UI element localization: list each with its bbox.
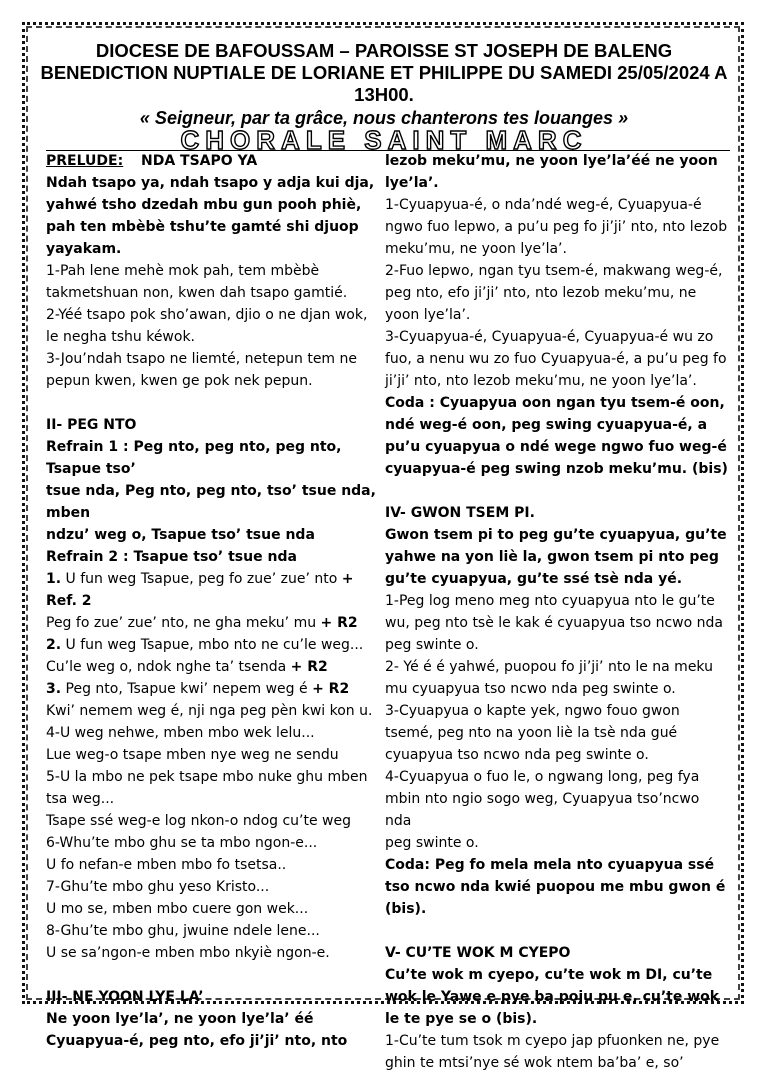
ne-verse-line: ngwo fuo lepwo, a pu’u peg fo ji’ji’ nto, nto lezob (385, 219, 728, 235)
peg-refrain-line: ndzu’ weg o, Tsapue tso’ tsue nda (46, 527, 315, 543)
ne-verse-line: 2-Fuo lepwo, ngan tyu tsem-é, makwang weg-é, (385, 263, 723, 279)
gwon-refrain-line: gu’te cyuapyua, gu’te ssé tsè nda yé. (385, 571, 683, 587)
gwon-verse-line: 2- Yé é é yahwé, puopou fo ji’ji’ nto le na meku (385, 659, 713, 675)
header-line-1: DIOCESE DE BAFOUSSAM – PAROISSE ST JOSEPH DE BALENG (95, 40, 673, 61)
cute-refrain-line: le te pye se o (bis). (385, 1011, 538, 1027)
verse-text: Peg nto, Tsapue kwi’ nepem weg é (61, 681, 313, 697)
peg-line: 6-Whu’te mbo ghu se ta mbo ngon-e... (46, 835, 318, 851)
prelude-refrain-line: yayakam. (46, 241, 122, 257)
verse-text: Peg fo zue’ zue’ nto, ne gha meku’ mu (46, 615, 321, 631)
gwon-verse-line: 1-Peg log meno meg nto cyuapyua nto le gu’te (385, 593, 715, 609)
prelude-label: PRELUDE: (46, 153, 124, 169)
prelude-refrain-line: pah ten mbèbè tshu’te gamté shi djuop (46, 219, 359, 235)
gwon-verse-line: 3-Cyuapyua o kapte yek, ngwo fouo gwon (385, 703, 680, 719)
refrain-tag: + R2 (290, 659, 328, 675)
peg-refrain-line: mben (46, 505, 91, 521)
verse-text: U fun weg Tsapue, mbo nto ne cu’le weg... (61, 637, 364, 653)
prelude-verse-line: takmetshuan non, kwen dah tsapo gamtié. (46, 285, 348, 301)
ne-verse-line: yoon lye’la’. (385, 307, 471, 323)
gwon-verse-line: 4-Cyuapyua o fuo le, o ngwang long, peg fya (385, 769, 700, 785)
section-title-peg-nto: II- PEG NTO (46, 417, 137, 433)
prelude-verse-line: 3-Jou’ndah tsapo ne liemté, netepun tem ne (46, 351, 358, 367)
prelude-refrain-line: yahwé tsho dzedah mbu gun pooh phiè, (46, 197, 362, 213)
gwon-refrain-line: yahwe na yon liè la, gwon tsem pi nto peg (385, 549, 719, 565)
cute-verse-line: 1-Cu’te tum tsok m cyepo jap pfuonken ne, pye (385, 1033, 720, 1049)
verse-text: U fun weg Tsapue, peg fo zue’ zue’ nto (61, 571, 342, 587)
gwon-verse-line: cyuapyua tso ncwo nda peg swinte o. (385, 747, 649, 763)
peg-refrain-line: tsue nda, Peg nto, peg nto, tso’ tsue nda, (46, 483, 376, 499)
prelude-verse-line: 2-Yéé tsapo pok sho’awan, djio o ne djan wok, (46, 307, 368, 323)
refrain-tag: + R2 (312, 681, 350, 697)
peg-line: U fo nefan-e mben mbo fo tsetsa.. (46, 857, 287, 873)
refrain-ref: Ref. 2 (46, 593, 92, 609)
prelude-verse-line: le negha tshu kéwok. (46, 329, 196, 345)
prelude-verse-line: pepun kwen, kwen ge pok nek pepun. (46, 373, 313, 389)
section-title-gwon-tsem: IV- GWON TSEM PI. (385, 505, 535, 521)
peg-line: 8-Ghu’te mbo ghu, jwuine ndele lene... (46, 923, 320, 939)
gwon-coda-line: tso ncwo nda kwié puopou me mbu gwon é (385, 879, 726, 895)
refrain-tag: + R2 (320, 615, 358, 631)
peg-refrain-2: Refrain 2 : Tsapue tso’ tsue nda (46, 549, 297, 565)
cute-refrain-line: Cu’te wok m cyepo, cu’te wok m DI, cu’te (385, 967, 713, 983)
ne-verse-line: 1-Cyuapyua-é, o nda’ndé weg-é, Cyuapyua-é (385, 197, 702, 213)
ne-verse-line: meku’mu, ne yoon lye’la’. (385, 241, 567, 257)
peg-line: Tsape ssé weg-e log nkon-o ndog cu’te weg (46, 813, 351, 829)
peg-line: U se sa’ngon-e mben mbo nkyiè ngon-e. (46, 945, 330, 961)
gwon-coda-line: Coda: Peg fo mela mela nto cyuapyua ssé (385, 857, 715, 873)
peg-refrain-line: Tsapue tso’ (46, 461, 136, 477)
gwon-verse-line: mbin nto ngio sogo weg, Cyuapyua tso’ncwo nda (385, 791, 700, 829)
cute-refrain-line: wok le Yawe e pye ba poju pu e, cu’te wok (385, 989, 720, 1005)
ne-refrain-line: lezob meku’mu, ne yoon lye’la’éé ne yoon (385, 153, 718, 169)
right-column (385, 150, 730, 1074)
gwon-verse-line: wu, peg nto tsè le kak é cyuapyua tso ncwo nda (385, 615, 723, 631)
ne-verse-line: fuo, a nenu wu zo fuo Cyuapyua-é, a pu’u peg fo (385, 351, 727, 367)
section-title-cute-wok: V- CU’TE WOK M CYEPO (385, 945, 571, 961)
header-line-3: 13H00. (354, 84, 414, 105)
peg-line: tsa weg... (46, 791, 115, 807)
gwon-verse-line: peg swinte o. (385, 637, 479, 653)
ne-refrain-line: Ne yoon lye’la’, ne yoon lye’la’ éé (46, 1011, 314, 1027)
gwon-refrain-line: Gwon tsem pi to peg gu’te cyuapyua, gu’te (385, 527, 727, 543)
ne-coda-line: Coda : Cyuapyua oon ngan tyu tsem-é oon, (385, 395, 725, 411)
ne-refrain-line: Cyuapyua-é, peg nto, efo ji’ji’ nto, nto (46, 1033, 348, 1049)
peg-refrain-line: Refrain 1 : Peg nto, peg nto, peg nto, (46, 439, 342, 455)
header-quote: « Seigneur, par ta grâce, nous chanterons tes louanges » (139, 108, 629, 128)
refrain-tag: + (341, 571, 354, 587)
header-line-2: BENEDICTION NUPTIALE DE LORIANE ET PHILIPPE DU SAMEDI 25/05/2024 A (40, 62, 728, 83)
prelude-title: NDA TSAPO YA (141, 153, 258, 169)
gwon-verse-line: peg swinte o. (385, 835, 479, 851)
prelude-refrain-line: Ndah tsapo ya, ndah tsapo y adja kui dja, (46, 175, 375, 191)
verse-number: 2. (46, 637, 62, 653)
verse-number: 3. (46, 681, 62, 697)
verse-number: 1. (46, 571, 62, 587)
cute-verse-line: ghin te mtsi’nye sé wok ntem ba’ba’ e, so’ (385, 1055, 684, 1071)
gwon-verse-line: mu cyuapyua tso ncwo nda peg swinte o. (385, 681, 676, 697)
ne-coda-line: ndé weg-é oon, peg swing cyuapyua-é, a (385, 417, 708, 433)
gwon-coda-line: (bis). (385, 901, 427, 917)
peg-line: Kwi’ nemem weg é, nji nga peg pèn kwi kon u. (46, 703, 373, 719)
ne-verse-line: 3-Cyuapyua-é, Cyuapyua-é, Cyuapyua-é wu zo (385, 329, 714, 345)
gwon-verse-line: tsemé, peg nto na yoon liè la tsè nda gué (385, 725, 678, 741)
ne-coda-line: pu’u cyuapyua o ndé wege ngwo fuo weg-é (385, 439, 727, 455)
choir-title: CHORALE SAINT MARC (180, 125, 588, 155)
peg-line: 7-Ghu’te mbo ghu yeso Kristo... (46, 879, 270, 895)
peg-line: Lue weg-o tsape mben nye weg ne sendu (46, 747, 339, 763)
prelude-verse-line: 1-Pah lene mehè mok pah, tem mbèbè (46, 263, 320, 279)
peg-line: U mo se, mben mbo cuere gon wek... (46, 901, 309, 917)
ne-verse-line: peg nto, efo ji’ji’ nto, nto lezob meku’mu, ne (385, 285, 697, 301)
left-column (46, 150, 380, 1052)
section-title-ne-yoon: III- NE YOON LYE LA’ (46, 989, 204, 1005)
ne-refrain-line: lye’la’. (385, 175, 439, 191)
peg-line: 4-U weg nehwe, mben mbo wek lelu... (46, 725, 315, 741)
header (40, 40, 728, 130)
verse-text: Cu’le weg o, ndok nghe ta’ tsenda (46, 659, 291, 675)
peg-line: 5-U la mbo ne pek tsape mbo nuke ghu mben (46, 769, 368, 785)
ne-coda-line: cyuapyua-é peg swing nzob meku’mu. (bis) (385, 461, 728, 477)
ne-verse-line: ji’ji’ nto, nto lezob meku’mu, ne yoon lye’la’. (385, 373, 697, 389)
